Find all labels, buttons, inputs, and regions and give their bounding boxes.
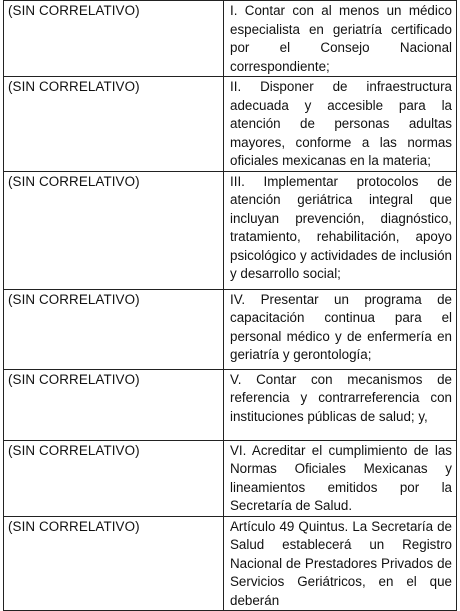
right-cell	[224, 369, 457, 440]
left-cell	[4, 369, 224, 440]
table-row	[4, 77, 457, 172]
right-cell-text: II. Disponer de infraestructura adecuada y accesible para la atención de personas adultas mayores, conforme a las normas oficiales mexicanas en la materia;	[230, 79, 452, 168]
right-cell-text: Artículo 49 Quintus. La Secretaría de Salud establecerá un Registro Nacional de Prestadores Privados de Servicios Geriátricos, en el que deberán	[230, 518, 452, 608]
left-cell	[4, 440, 224, 516]
left-cell	[4, 516, 224, 611]
table-row	[4, 516, 457, 611]
table-row	[4, 171, 457, 289]
table-row	[4, 440, 457, 516]
table-row	[4, 289, 457, 369]
right-cell	[224, 171, 457, 289]
left-cell-text: (SIN CORRELATIVO)	[8, 291, 140, 307]
right-cell	[224, 516, 457, 611]
right-cell	[224, 289, 457, 369]
left-cell	[4, 77, 224, 172]
right-cell-text: I. Contar con al menos un médico especialista en geriatría certificado por el Consejo Nacional correspondiente;	[230, 3, 452, 74]
right-cell	[224, 1, 457, 77]
left-cell-text: (SIN CORRELATIVO)	[8, 371, 140, 387]
left-cell-text: (SIN CORRELATIVO)	[8, 173, 140, 189]
left-cell	[4, 171, 224, 289]
table-row	[4, 369, 457, 440]
left-cell-text: (SIN CORRELATIVO)	[8, 518, 140, 534]
right-cell	[224, 440, 457, 516]
comparison-table	[3, 0, 457, 611]
left-cell	[4, 1, 224, 77]
right-cell-text: III. Implementar protocolos de atención geriátrica integral que incluyan prevención, diagnóstico, tratamiento, rehabilitación, apoyo psicológico y actividades de inclusión y desarrollo social;	[230, 173, 452, 281]
table-row	[4, 1, 457, 77]
left-cell-text: (SIN CORRELATIVO)	[8, 442, 140, 458]
right-cell-text: V. Contar con mecanismos de referencia y contrarreferencia con instituciones públicas de salud; y,	[230, 371, 452, 424]
left-cell	[4, 289, 224, 369]
left-cell-text: (SIN CORRELATIVO)	[8, 79, 140, 94]
right-cell	[224, 77, 457, 172]
right-cell-text: VI. Acreditar el cumplimiento de las Normas Oficiales Mexicanas y lineamientos emitidos por la Secretaría de Salud.	[230, 442, 452, 513]
left-cell-text: (SIN CORRELATIVO)	[8, 3, 140, 18]
right-cell-text: IV. Presentar un programa de capacitación continua para el personal médico y de enfermería en geriatría y gerontología;	[230, 291, 452, 362]
